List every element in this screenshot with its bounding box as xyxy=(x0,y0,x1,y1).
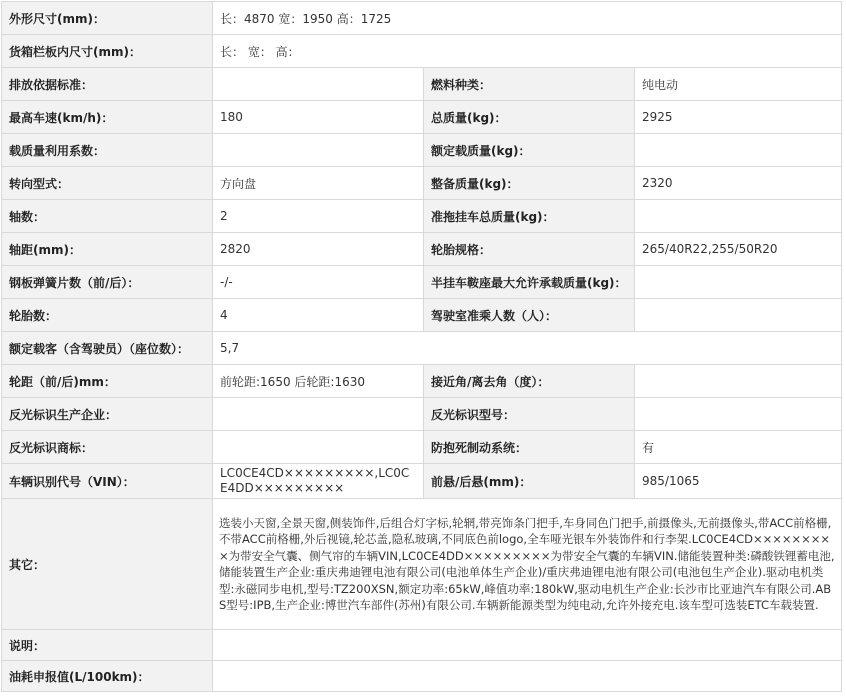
spec-value xyxy=(213,661,842,692)
spec-label: 轴数： xyxy=(2,200,213,233)
spec-value: 2820 xyxy=(213,233,424,266)
spec-label: 整备质量(kg)： xyxy=(424,167,635,200)
spec-row xyxy=(2,398,842,431)
spec-value xyxy=(635,365,842,398)
spec-label: 钢板弹簧片数（前/后）： xyxy=(2,266,213,299)
spec-row xyxy=(2,200,842,233)
spec-label: 反光标识商标： xyxy=(2,431,213,464)
spec-label: 轮距（前/后)mm： xyxy=(2,365,213,398)
spec-row xyxy=(2,431,842,464)
spec-label: 总质量(kg)： xyxy=(424,101,635,134)
spec-value: 选装小天窗,全景天窗,侧装饰件,后组合灯字标,轮辋,带亮饰条门把手,车身同色门把手,前摄像头,无前摄像头,带ACC前格栅,不带ACC前格栅,外后视镜,轮芯盖,隐私玻璃,不同底色前logo,全车哑光银车外装饰件和行李架.LC0CE4CD×××××××××为带安全气囊、侧气帘的车辆VIN,LC0CE4DD×××××××××为带安全气囊的车辆VIN.储能装置种类:磷酸铁锂蓄电池,储能装置生产企业:重庆弗迪锂电池有限公司(电池单体生产企业)/重庆弗迪锂电池有限公司(电池包生产企业).驱动电机类型:永磁同步电机,型号:TZ200XSN,额定功率:65kW,峰值功率:180kW,驱动电机生产企业:长沙市比亚迪汽车有限公司.ABS型号:IPB,生产企业:博世汽车部件(苏州)有限公司.车辆新能源类型为纯电动,允许外接充电.该车型可选装ETC车载装置. xyxy=(213,499,842,630)
spec-value: 长：4870 宽：1950 高：1725 xyxy=(213,2,842,35)
spec-value: 985/1065 xyxy=(635,464,842,499)
spec-row xyxy=(2,134,842,167)
spec-value: LC0CE4CD×××××××××,LC0CE4DD××××××××× xyxy=(213,464,424,499)
spec-label: 排放依据标准： xyxy=(2,68,213,101)
spec-label: 货箱栏板内尺寸(mm)： xyxy=(2,35,213,68)
spec-label: 车辆识别代号（VIN）： xyxy=(2,464,213,499)
spec-value xyxy=(635,299,842,332)
spec-value: 180 xyxy=(213,101,424,134)
spec-value: 长： 宽： 高： xyxy=(213,35,842,68)
spec-label: 反光标识型号： xyxy=(424,398,635,431)
spec-label: 半挂车鞍座最大允许承载质量(kg)： xyxy=(424,266,635,299)
spec-label: 驾驶室准乘人数（人）： xyxy=(424,299,635,332)
spec-label: 额定载客（含驾驶员）（座位数）： xyxy=(2,332,213,365)
spec-value xyxy=(213,68,424,101)
spec-value: 2925 xyxy=(635,101,842,134)
spec-value xyxy=(635,134,842,167)
spec-row xyxy=(2,630,842,661)
spec-label: 载质量利用系数： xyxy=(2,134,213,167)
spec-value: 265/40R22,255/50R20 xyxy=(635,233,842,266)
spec-row xyxy=(2,464,842,499)
spec-label: 轴距(mm)： xyxy=(2,233,213,266)
spec-row xyxy=(2,35,842,68)
spec-row xyxy=(2,68,842,101)
spec-row xyxy=(2,299,842,332)
spec-row xyxy=(2,101,842,134)
spec-label: 最高车速(km/h)： xyxy=(2,101,213,134)
spec-value xyxy=(213,398,424,431)
spec-label: 反光标识生产企业： xyxy=(2,398,213,431)
spec-value xyxy=(635,398,842,431)
spec-value: 5,7 xyxy=(213,332,842,365)
spec-value: 2320 xyxy=(635,167,842,200)
spec-label: 燃料种类： xyxy=(424,68,635,101)
spec-value: 方向盘 xyxy=(213,167,424,200)
spec-row xyxy=(2,661,842,692)
spec-label: 防抱死制动系统： xyxy=(424,431,635,464)
spec-row xyxy=(2,266,842,299)
spec-label: 前悬/后悬(mm)： xyxy=(424,464,635,499)
spec-label: 准拖挂车总质量(kg)： xyxy=(424,200,635,233)
spec-value xyxy=(213,630,842,661)
spec-value: 4 xyxy=(213,299,424,332)
spec-row xyxy=(2,2,842,35)
spec-value xyxy=(635,200,842,233)
spec-value: 2 xyxy=(213,200,424,233)
spec-label: 油耗申报值(L/100km)： xyxy=(2,661,213,692)
spec-label: 轮胎数： xyxy=(2,299,213,332)
spec-label: 外形尺寸(mm)： xyxy=(2,2,213,35)
spec-row xyxy=(2,233,842,266)
spec-value: 前轮距:1650 后轮距:1630 xyxy=(213,365,424,398)
spec-label: 轮胎规格： xyxy=(424,233,635,266)
spec-label: 接近角/离去角（度）： xyxy=(424,365,635,398)
spec-label: 说明： xyxy=(2,630,213,661)
spec-row xyxy=(2,365,842,398)
spec-label: 其它： xyxy=(2,499,213,630)
spec-value xyxy=(213,431,424,464)
spec-value: -/- xyxy=(213,266,424,299)
vehicle-spec-table xyxy=(1,1,842,692)
spec-row xyxy=(2,167,842,200)
spec-value xyxy=(213,134,424,167)
spec-row xyxy=(2,499,842,630)
spec-value xyxy=(635,266,842,299)
spec-label: 额定载质量(kg)： xyxy=(424,134,635,167)
spec-value: 有 xyxy=(635,431,842,464)
spec-value: 纯电动 xyxy=(635,68,842,101)
spec-row xyxy=(2,332,842,365)
spec-label: 转向型式： xyxy=(2,167,213,200)
